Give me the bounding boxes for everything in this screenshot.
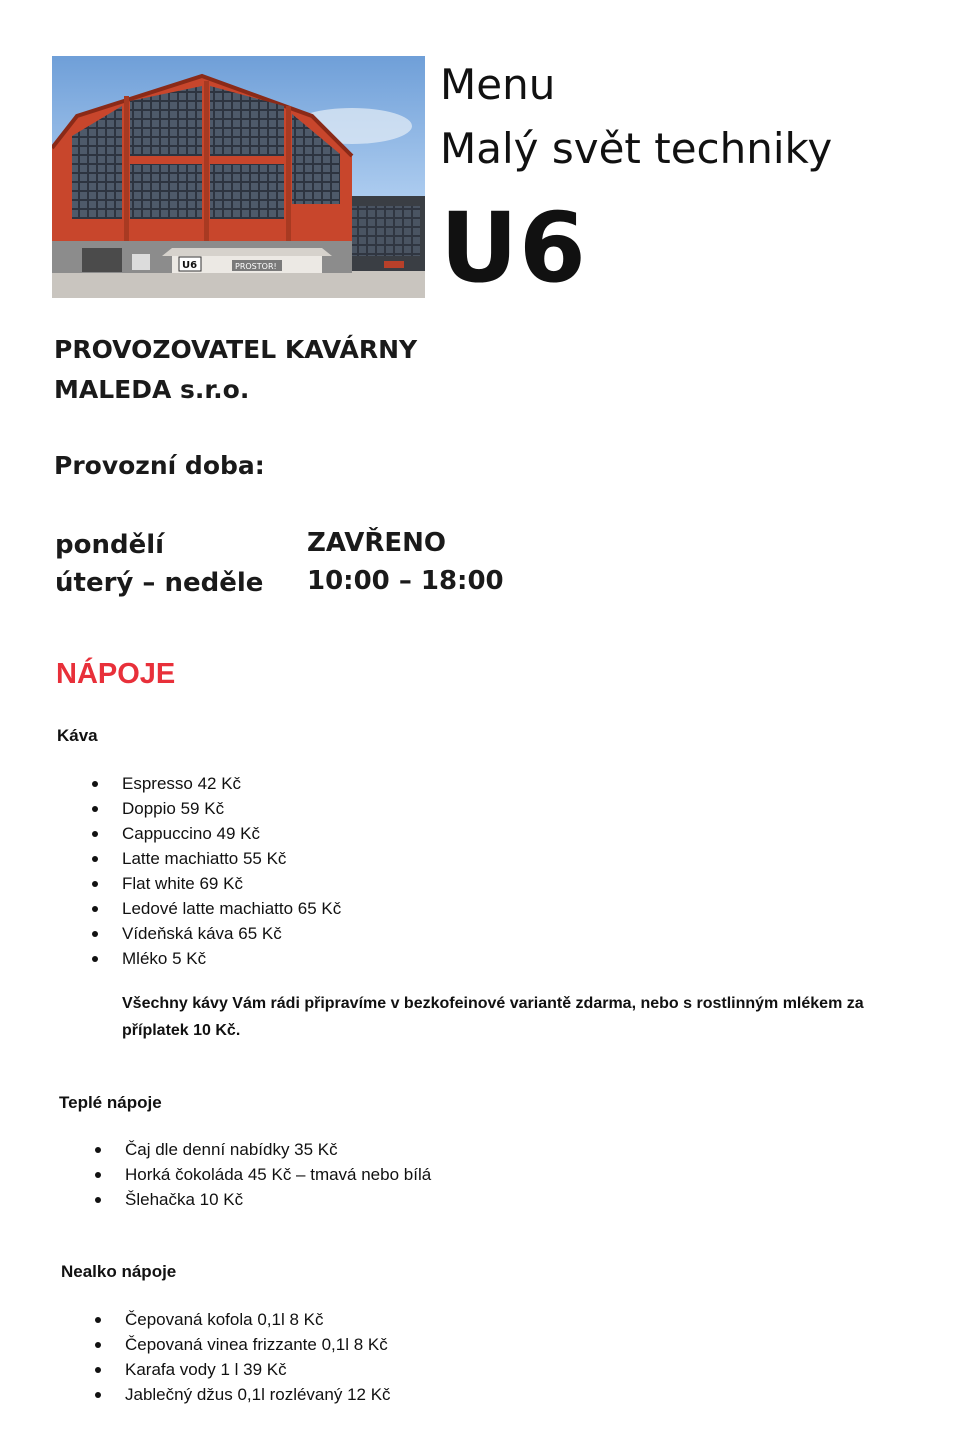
list-item: Jablečný džus 0,1l rozlévaný 12 Kč [125, 1382, 391, 1407]
soft-drinks-heading: Nealko nápoje [61, 1262, 177, 1281]
hours-time-tuesday-sunday: 10:00 – 18:00 [307, 566, 504, 596]
hours-time-monday: ZAVŘENO [307, 528, 446, 558]
operator-name: MALEDA s.r.o. [54, 375, 250, 404]
list-item: Vídeňská káva 65 Kč [122, 921, 341, 946]
list-item: Horká čokoláda 45 Kč – tmavá nebo bílá [125, 1162, 431, 1187]
venue-code: U6 [440, 192, 587, 304]
list-item: Čepovaná vinea frizzante 0,1l 8 Kč [125, 1332, 391, 1357]
list-item: Šlehačka 10 Kč [125, 1187, 431, 1212]
coffee-list [122, 771, 341, 971]
list-item: Čepovaná kofola 0,1l 8 Kč [125, 1307, 391, 1332]
hot-drinks-list [125, 1137, 431, 1212]
opening-hours-heading: Provozní doba: [54, 451, 265, 480]
list-item: Flat white 69 Kč [122, 871, 341, 896]
list-item: Karafa vody 1 l 39 Kč [125, 1357, 391, 1382]
museum-title: Malý svět techniky [440, 124, 833, 173]
photo-sign-prostor: PROSTOR! [235, 262, 277, 271]
list-item: Čaj dle denní nabídky 35 Kč [125, 1137, 431, 1162]
photo-sign-u6: U6 [182, 260, 198, 271]
drinks-section-title: NÁPOJE [56, 658, 176, 690]
operator-label: PROVOZOVATEL KAVÁRNY [54, 335, 418, 364]
hours-days-tuesday-sunday: úterý – neděle [55, 568, 264, 598]
coffee-heading: Káva [57, 726, 98, 745]
list-item: Cappuccino 49 Kč [122, 821, 341, 846]
coffee-note: Všechny kávy Vám rádi připravíme v bezkofeinové variantě zdarma, nebo s rostlinným mlékem za příplatek 10 Kč. [122, 995, 864, 1039]
hot-drinks-heading: Teplé nápoje [59, 1093, 162, 1112]
list-item: Ledové latte machiatto 65 Kč [122, 896, 341, 921]
hours-days-monday: pondělí [55, 530, 165, 560]
menu-title: Menu [440, 60, 556, 109]
list-item: Doppio 59 Kč [122, 796, 341, 821]
list-item: Espresso 42 Kč [122, 771, 341, 796]
header-photo [52, 56, 425, 298]
list-item: Mléko 5 Kč [122, 946, 341, 971]
list-item: Latte machiatto 55 Kč [122, 846, 341, 871]
soft-drinks-list [125, 1307, 391, 1407]
